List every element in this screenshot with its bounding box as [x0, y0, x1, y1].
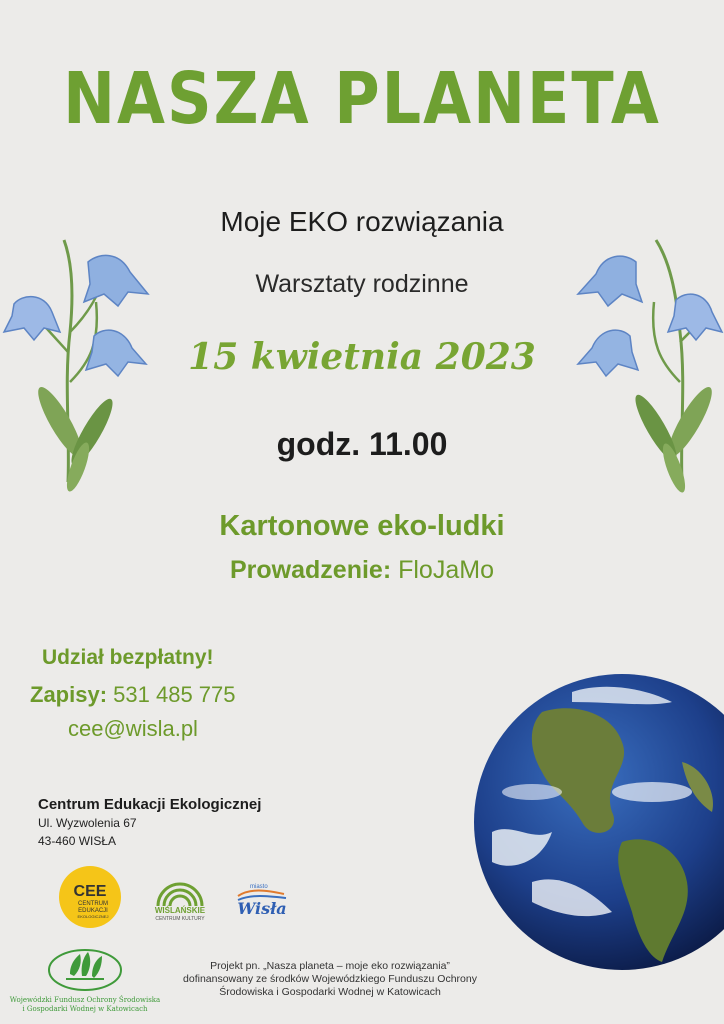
wislanskie-logo-line1: WIŚLAŃSKIE: [154, 906, 206, 915]
host-value: FloJaMo: [398, 556, 494, 584]
event-date: 15 kwietnia 2023: [188, 336, 536, 378]
cee-logo-line3: EKOLOGICZNEJ: [77, 914, 109, 919]
signup-line: [30, 682, 236, 708]
project-funding-note: [160, 960, 500, 999]
wisla-city-logo: [230, 876, 294, 920]
workshop-type: Warsztaty rodzinne: [255, 270, 469, 298]
fund-logo-line1: Wojewódzki Fundusz Ochrony Środowiska: [9, 996, 161, 1004]
organizer-street: Ul. Wyzwolenia 67: [38, 816, 137, 830]
wislanskie-centrum-kultury-logo: [148, 876, 212, 922]
earth-globe-image: [472, 672, 724, 972]
bellflower-left-illustration: [0, 232, 160, 492]
activity-name: Kartonowe eko-ludki: [219, 510, 505, 542]
cee-logo: [56, 866, 124, 928]
project-note-line3: Środowiska i Gospodarki Wodnej w Katowicach: [219, 986, 441, 998]
organizer-name: Centrum Edukacji Ekologicznej: [38, 796, 262, 813]
email-link[interactable]: cee@wisla.pl: [68, 716, 198, 741]
event-time: godz. 11.00: [276, 426, 448, 462]
cee-logo-line2: EDUKACJI: [78, 908, 108, 914]
bellflower-right-illustration: [570, 232, 724, 492]
host-label: Prowadzenie:: [230, 556, 392, 584]
organizer-city: 43-460 WISŁA: [38, 834, 117, 848]
project-note-line1: Projekt pn. „Nasza planeta – moje eko rozwiązania”: [210, 960, 450, 972]
cee-logo-acronym: CEE: [73, 883, 107, 900]
subtitle: Moje EKO rozwiązania: [220, 206, 504, 237]
signup-label: Zapisy:: [30, 682, 108, 707]
host-line: [0, 556, 724, 585]
page-title: NASZA PLANETA: [63, 56, 661, 141]
free-entry-note: Udział bezpłatny!: [42, 646, 214, 669]
wislanskie-logo-line2: CENTRUM KULTURY: [155, 916, 205, 922]
cee-logo-line1: CENTRUM: [78, 901, 108, 907]
fund-logo-line2: i Gospodarki Wodnej w Katowicach: [22, 1005, 148, 1013]
project-note-line2: dofinansowany ze środków Wojewódzkiego Funduszu Ochrony: [183, 973, 477, 985]
phone-number[interactable]: 531 485 775: [113, 682, 236, 707]
wisla-logo-name: Wisła: [237, 899, 287, 918]
wfosigw-katowice-logo: [9, 944, 161, 1016]
wisla-logo-small: miasto: [250, 884, 268, 890]
